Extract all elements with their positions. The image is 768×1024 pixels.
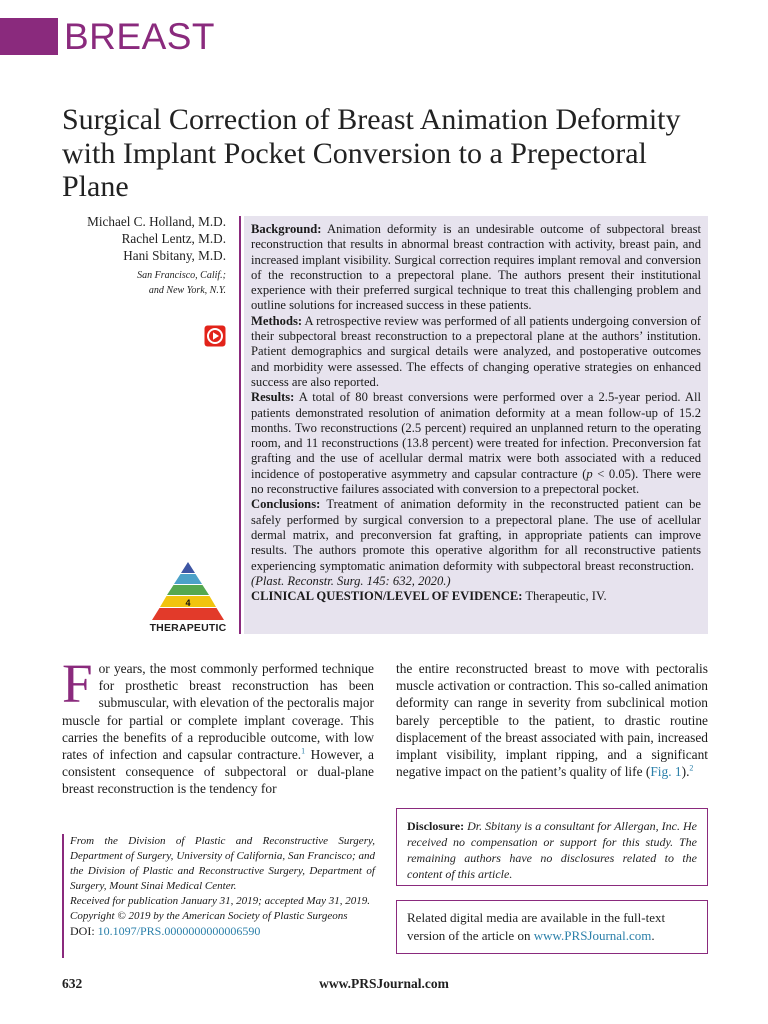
article-footnote — [70, 834, 375, 939]
body-column-left: For years, the most commonly performed technique for prosthetic breast reconstruction has been submuscular, with elevation of the pectoralis major muscle for partial or complete implant coverage. This carries the benefits of a reproducible outcome, with low rates of infection and capsular contracture.$^1$ However, a consistent consequence of subpectoral or dual-plane breast reconstruction is the tendency for — [62, 653, 374, 797]
disclosure-box — [396, 808, 708, 886]
author-list — [60, 213, 226, 264]
abstract-divider — [239, 216, 241, 634]
abstract-background: Background: Animation deformity is an undesirable outcome of subpectoral breast reconstruction that results in abnormal breast contraction with activity, breast pain, and increased implant visibility. Surgical correction requires implant removal and conversion of the reconstruction to a prepectoral plane. The authors present their institutional experience with their preferred surgical technique to treat this challenging problem and outline solutions for increased success in these patients. — [251, 222, 701, 313]
author-name: Rachel Lentz, M.D. — [121, 231, 226, 246]
disclosure-label: Disclosure: — [407, 819, 465, 833]
location-line: and New York, N.Y. — [148, 285, 226, 296]
author-locations — [60, 268, 226, 298]
digital-media-box: Related digital media are available in the full-text version of the article on www.PRSJournal.com. — [396, 900, 708, 954]
section-heading: BREAST — [64, 16, 216, 57]
evidence-type-label: THERAPEUTIC — [149, 622, 227, 634]
reference-link[interactable]: 2 — [689, 763, 694, 773]
author-name: Michael C. Holland, M.D. — [87, 214, 226, 229]
page-number: 632 — [62, 976, 83, 991]
reference-link[interactable]: 1 — [301, 746, 306, 756]
copyright-note: Copyright © 2019 by the American Society of Plastic Surgeons — [70, 910, 348, 922]
section-color-bar — [0, 18, 58, 55]
abstract-box — [244, 216, 708, 634]
disclosure-text: Dr. Sbitany is a consultant for Allergan, Inc. He received no compensation or support for this study. The remaining authors have no disclosures related to the content of this article. — [407, 819, 698, 881]
abstract-results: Results: A total of 80 breast conversions were performed over a 2.5-year period. All patients demonstrated resolution of animation deformity at a mean follow-up of 15.2 months. Two reconstructions (2.5 percent) required an unplanned return to the operating room, and 11 reconstructions (13.8 percent) were treated for infection. Preconversion fat grafting and the use of acellular dermal matrix were both associated with a reduced incidence of postoperative asymmetry and capsular contracture (p < 0.05). There were no reconstructive failures associated with conversion to a prepectoral pocket. — [251, 390, 701, 497]
evidence-level-number: 4 — [185, 598, 191, 608]
location-line: San Francisco, Calif.; — [137, 270, 226, 281]
received-dates: Received for publication January 31, 2019; accepted May 31, 2019. — [70, 895, 370, 907]
abstract-conclusions: Conclusions: Treatment of animation deformity in the reconstructed patient can be safely performed by surgical conversion to a prepectoral plane. The use of acellular dermal matrix, and preconversion fat grafting, in appropriate patients can improve results. The authors promote this operative algorithm for all reconstructive patients experiencing symptomatic animation deformity with subpectoral breast reconstruction. (Plast. Reconstr. Surg. 145: 632, 2020.) — [251, 497, 702, 588]
video-play-icon[interactable] — [204, 325, 226, 347]
citation: (Plast. Reconstr. Surg. 145: 632, 2020.) — [251, 573, 451, 588]
footnote-divider — [62, 834, 64, 958]
journal-link[interactable]: www.PRSJournal.com — [533, 928, 652, 943]
journal-website: www.PRSJournal.com — [319, 976, 449, 991]
figure-link[interactable]: Fig. 1 — [650, 764, 682, 780]
drop-cap: F — [62, 653, 93, 714]
doi-link[interactable]: 10.1097/PRS.0000000000006590 — [97, 924, 261, 938]
author-name: Hani Sbitany, M.D. — [123, 248, 226, 263]
abstract-methods: Methods: A retrospective review was performed of all patients undergoing conversion of their subpectoral breast reconstruction to a prepectoral plane at the authors’ institution. Patient demographics and surgical details were analyzed, and postoperative outcomes and morbidity were assessed. The effects of changing operative strategies on enhanced success are also reported. — [251, 313, 701, 389]
article-title: Surgical Correction of Breast Animation Deformity with Implant Pocket Conversion to a Prepectoral Plane — [62, 103, 681, 203]
doi-line: DOI: 10.1097/PRS.0000000000006590 — [70, 924, 261, 938]
institution-note: From the Division of Plastic and Reconstructive Surgery, Department of Surgery, University of California, San Francisco; and the Division of Plastic and Reconstructive Surgery, Department of Surgery, Mount Sinai Medical Center. — [70, 835, 375, 892]
body-column-right: the entire reconstructed breast to move with pectoralis muscle activation or contraction. This so-called animation deformity can range in severity from subclinical motion barely perceptible to the patient, to drastic routine displacement of the breast associated with pain, increased implant visibility, implant ripping, and a significant negative impact on the patient’s quality of life (Fig. 1).$^2$ — [396, 661, 708, 780]
abstract-clinical-question: CLINICAL QUESTION/LEVEL OF EVIDENCE: Therapeutic, IV. — [251, 589, 607, 604]
